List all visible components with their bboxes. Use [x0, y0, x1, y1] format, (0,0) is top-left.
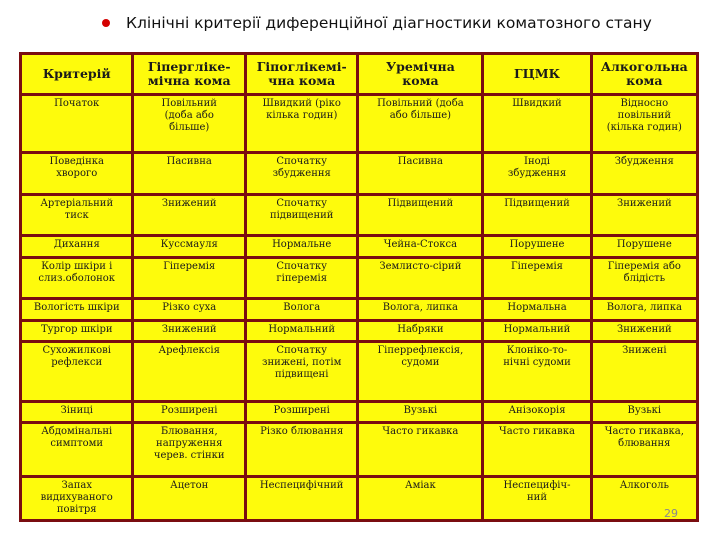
criterion-cell: Сухожилкові рефлекси [22, 343, 131, 400]
header-hypoglycemic: Гіпоглікемі- чна кома [247, 55, 356, 93]
table-cell: Знижені [593, 343, 696, 400]
table-cell: Спочатку гіперемія [247, 259, 356, 298]
table-cell: Знижений [593, 322, 696, 340]
table-cell: Чейна-Стокса [359, 237, 481, 255]
criterion-cell: Тургор шкіри [22, 322, 131, 340]
table-row [22, 300, 696, 318]
table-cell: Знижений [593, 196, 696, 235]
table-cell: Повільний (доба або більше) [134, 96, 243, 151]
table-cell: Набряки [359, 322, 481, 340]
table-row [22, 424, 696, 475]
table-cell: Ацетон [134, 478, 243, 519]
table-cell: Спочатку збудження [247, 154, 356, 193]
table-row [22, 343, 696, 400]
header-criterion: Критерій [22, 55, 131, 93]
table-cell: Землисто-сірий [359, 259, 481, 298]
table-row [22, 403, 696, 421]
table-cell: Нормальна [484, 300, 589, 318]
criterion-cell: Колір шкіри і слиз.оболонок [22, 259, 131, 298]
table-cell: Повільний (доба або більше) [359, 96, 481, 151]
criterion-cell: Вологість шкіри [22, 300, 131, 318]
table-cell: Волога, липка [359, 300, 481, 318]
table-cell: Аміак [359, 478, 481, 519]
table-row [22, 478, 696, 519]
table-cell: Підвищений [359, 196, 481, 235]
table-cell: Спочатку підвищений [247, 196, 356, 235]
table-cell: Нормальний [484, 322, 589, 340]
table-cell: Алкоголь [593, 478, 696, 519]
table-cell: Вузькі [593, 403, 696, 421]
table-row [22, 96, 696, 151]
table-cell: Швидкий [484, 96, 589, 151]
table-cell: Гіперемія [134, 259, 243, 298]
table-cell: Куссмауля [134, 237, 243, 255]
table-cell: Спочатку знижені, потім підвищені [247, 343, 356, 400]
table-row [22, 237, 696, 255]
header-hyperglycemic: Гіперглікe- мічна кома [134, 55, 243, 93]
table-cell: Порушене [484, 237, 589, 255]
table-cell: Нормальне [247, 237, 356, 255]
slide-title: Клінічні критерії диференційної діагностики коматозного стану [126, 14, 652, 32]
table-row [22, 259, 696, 298]
header-alcoholic: Алкогольна кома [593, 55, 696, 93]
table-cell: Пасивна [359, 154, 481, 193]
table-cell: Гіперемія [484, 259, 589, 298]
table-cell: Часто гикавка, блювання [593, 424, 696, 475]
table-cell: Гіперемія або блідість [593, 259, 696, 298]
criterion-cell: Артеріальний тиск [22, 196, 131, 235]
table-cell: Часто гикавка [359, 424, 481, 475]
table-cell: Знижений [134, 322, 243, 340]
criterion-cell: Поведінка хворого [22, 154, 131, 193]
header-gcmk: ГЦМК [484, 55, 589, 93]
page-number: 29 [664, 507, 678, 520]
table-cell: Підвищений [484, 196, 589, 235]
table-row [22, 154, 696, 193]
table-cell: Пасивна [134, 154, 243, 193]
table-cell: Збудження [593, 154, 696, 193]
criterion-cell: Дихання [22, 237, 131, 255]
table-cell: Клоніко-то- нічні судоми [484, 343, 589, 400]
table-cell: Знижений [134, 196, 243, 235]
table-cell: Арефлексія [134, 343, 243, 400]
table-cell: Відносно повільний (кілька годин) [593, 96, 696, 151]
bullet-icon [102, 19, 110, 27]
table-row [22, 322, 696, 340]
criteria-table [19, 52, 699, 522]
table-cell: Часто гикавка [484, 424, 589, 475]
table-cell: Волога [247, 300, 356, 318]
table-cell: Гіперрефлексія, судоми [359, 343, 481, 400]
table-cell: Вузькі [359, 403, 481, 421]
header-row [22, 55, 696, 93]
header-uremic: Уремічна кома [359, 55, 481, 93]
table-row [22, 196, 696, 235]
criterion-cell: Абдомінальні симптоми [22, 424, 131, 475]
criterion-cell: Початок [22, 96, 131, 151]
table-cell: Розширені [134, 403, 243, 421]
table-cell: Неспецифіч- ний [484, 478, 589, 519]
table-cell: Неспецифічний [247, 478, 356, 519]
table-cell: Швидкий (ріко кілька годин) [247, 96, 356, 151]
table-cell: Волога, липка [593, 300, 696, 318]
table-cell: Блювання, напруження черев. стінки [134, 424, 243, 475]
slide-title-row [104, 10, 652, 36]
table-cell: Нормальний [247, 322, 356, 340]
table-cell: Порушене [593, 237, 696, 255]
table-cell: Різко суха [134, 300, 243, 318]
table-cell: Різко блювання [247, 424, 356, 475]
table-cell: Іноді збудження [484, 154, 589, 193]
table-cell: Анізокорія [484, 403, 589, 421]
table-cell: Розширені [247, 403, 356, 421]
criterion-cell: Зіниці [22, 403, 131, 421]
criterion-cell: Запах видихуваного повітря [22, 478, 131, 519]
